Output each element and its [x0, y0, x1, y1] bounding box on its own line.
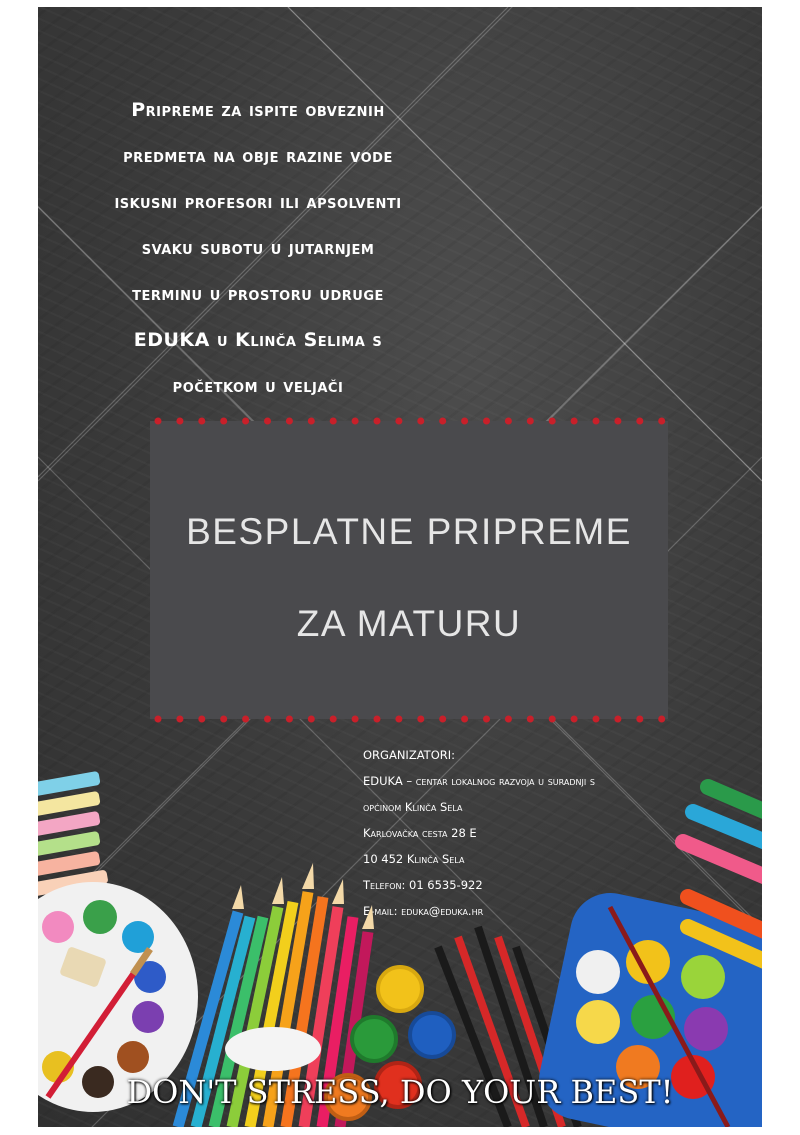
intro-line: terminu u prostoru udruge	[132, 283, 384, 305]
title-line-1: BESPLATNE PRIPREME	[186, 511, 632, 552]
decorative-dot	[176, 716, 183, 723]
decorative-dot	[505, 418, 512, 425]
decorative-dot	[330, 716, 337, 723]
decorative-dot	[395, 418, 402, 425]
flyer-poster	[38, 7, 762, 1127]
decorative-dot	[614, 418, 621, 425]
email[interactable]: E-mail: eduka@eduka.hr	[363, 904, 484, 918]
decorative-dot	[264, 716, 271, 723]
decorative-dot	[571, 716, 578, 723]
decorative-dot	[198, 716, 205, 723]
organizer-name: EDUKA – centar lokalnog razvoja u suradnji s	[363, 774, 595, 788]
decorative-dot	[483, 418, 490, 425]
decorative-dot	[658, 418, 665, 425]
decorative-dot	[374, 418, 381, 425]
organizer-partner: općinom Klinča Sela	[363, 800, 463, 814]
decorative-dot	[176, 418, 183, 425]
decorative-dot	[286, 716, 293, 723]
decorative-dot	[308, 716, 315, 723]
decorative-dot	[483, 716, 490, 723]
decorative-dot	[417, 716, 424, 723]
intro-line: Pripreme za ispite obveznih	[131, 99, 385, 121]
decorative-dot	[593, 716, 600, 723]
decorative-dot	[198, 418, 205, 425]
address: Karlovačka cesta 28 E	[363, 826, 477, 840]
title-box	[150, 421, 668, 719]
intro-line: EDUKA u Klinča Selima s	[133, 329, 383, 351]
intro-text	[38, 87, 478, 409]
chalk-sticks-icon	[38, 771, 109, 897]
decorative-dot	[439, 716, 446, 723]
decorative-dot	[264, 418, 271, 425]
decorative-dot	[593, 418, 600, 425]
decorative-dot	[220, 716, 227, 723]
decorative-dot	[614, 716, 621, 723]
contacts-heading: ORGANIZATORI:	[363, 748, 455, 762]
decorative-dot	[636, 716, 643, 723]
decorative-dot	[352, 418, 359, 425]
intro-line: iskusni profesori ili apsolventi	[114, 191, 402, 213]
decorative-dot	[549, 418, 556, 425]
intro-line: početkom u veljači	[172, 375, 344, 397]
decorative-dot	[439, 418, 446, 425]
decorative-dot	[374, 716, 381, 723]
decorative-dot	[352, 716, 359, 723]
decorative-dot	[220, 418, 227, 425]
eraser-icon	[225, 1027, 321, 1071]
phone: Telefon: 01 6535-922	[363, 878, 483, 892]
decorative-dot	[242, 716, 249, 723]
decorative-dot	[417, 418, 424, 425]
decorative-dot	[549, 716, 556, 723]
decorative-dot	[527, 716, 534, 723]
decorative-dot	[571, 418, 578, 425]
decorative-dot	[505, 716, 512, 723]
decorative-dot	[461, 418, 468, 425]
decorative-dot	[308, 418, 315, 425]
decorative-dot	[242, 418, 249, 425]
intro-line: predmeta na obje razine vode	[123, 145, 393, 167]
decorative-dot	[155, 716, 162, 723]
slogan: DON'T STRESS, DO YOUR BEST!	[126, 1073, 674, 1111]
decorative-dot	[636, 418, 643, 425]
decorative-dot	[330, 418, 337, 425]
decorative-dot	[286, 418, 293, 425]
intro-line: svaku subotu u jutarnjem	[141, 237, 375, 259]
dotted-border-bottom	[150, 714, 668, 724]
decorative-dot	[658, 716, 665, 723]
title-line-2: ZA MATURU	[296, 603, 522, 644]
decorative-dot	[155, 418, 162, 425]
decorative-dot	[527, 418, 534, 425]
decorative-dot	[395, 716, 402, 723]
city: 10 452 Klinča Sela	[363, 852, 465, 866]
decorative-dot	[461, 716, 468, 723]
dotted-border-top	[150, 416, 668, 426]
